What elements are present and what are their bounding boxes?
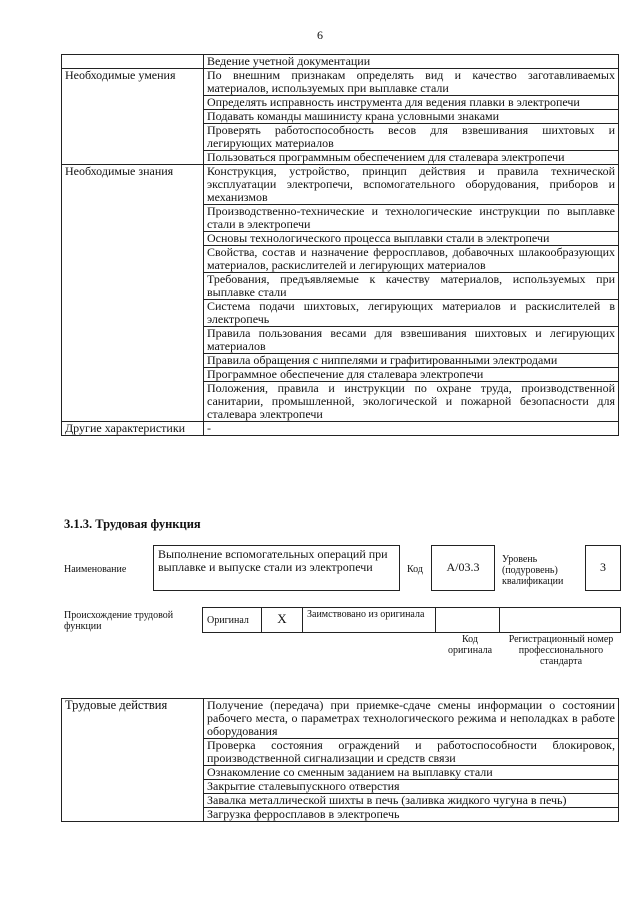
row-item: Подавать команды машинисту крана условными знаками: [204, 110, 619, 124]
level-label: Уровень (подуровень) квалификации: [502, 554, 564, 587]
row-item: По внешним признакам определять вид и качество заготавливаемых материалов, используемых при выплавке стали: [204, 69, 619, 96]
row-item: Конструкция, устройство, принцип действия и правила технической эксплуатации электропечи, вспомогательного оборудования, приборов и механизмов: [204, 165, 619, 205]
original-mark: X: [277, 611, 287, 626]
borrowed-cell: [302, 607, 436, 633]
row-item: Правила пользования весами для взвешивания шихтовых и легирующих материалов: [204, 327, 619, 354]
original-cell: [202, 607, 262, 633]
row-item: Положения, правила и инструкции по охране труда, производственной санитарии, промышленной, экологической и пожарной безопасности для сталевара электропечи: [204, 382, 619, 422]
row-item: Проверка состояния ограждений и работоспособности блокировок, производственной сигнализации и средств связи: [204, 739, 619, 766]
row-item: Свойства, состав и назначение ферросплавов, добавочных шлакообразующих материалов, раскислителей и легирующих материалов: [204, 246, 619, 273]
row-item: Программное обеспечение для сталевара электропечи: [204, 368, 619, 382]
row-item: Правила обращения с ниппелями и графитированными электродами: [204, 354, 619, 368]
code-value: A/03.3: [446, 560, 480, 574]
origin-label: Происхождение трудовой функции: [64, 610, 174, 632]
row-item: Ведение учетной документации: [204, 55, 619, 69]
row-item: -: [204, 422, 619, 436]
reg-caption: Регистрационный номер профессионального стандарта: [508, 634, 614, 667]
borrowed-text: Заимствовано из оригинала: [307, 609, 425, 620]
level-value: 3: [600, 560, 606, 574]
row-label: [62, 55, 204, 69]
section-heading: 3.1.3. Трудовая функция: [64, 517, 201, 531]
row-item: Производственно-технические и технологические инструкции по выплавке стали в электропечи: [204, 205, 619, 232]
original-code-cell: [435, 607, 500, 633]
requirements-table: [61, 54, 619, 436]
row-item: Основы технологического процесса выплавки стали в электропечи: [204, 232, 619, 246]
level-box: [585, 545, 621, 591]
page-number: 6: [317, 28, 323, 42]
row-label: Трудовые действия: [62, 699, 204, 822]
row-label: Необходимые знания: [62, 165, 204, 422]
row-item: Получение (передача) при приемке-сдаче смены информации о состоянии рабочего места, о параметрах технологического режима и неполадках в работе оборудования: [204, 699, 619, 739]
row-item: Требования, предъявляемые к качеству материалов, используемых при выплавке стали: [204, 273, 619, 300]
code-label: Код: [407, 564, 423, 575]
name-label: Наименование: [64, 564, 127, 575]
row-item: Проверять работоспособность весов для взвешивания шихтовых и легирующих материалов: [204, 124, 619, 151]
row-item: Определять исправность инструмента для ведения плавки в электропечи: [204, 96, 619, 110]
row-item: Пользоваться программным обеспечением для сталевара электропечи: [204, 151, 619, 165]
row-item: Ознакомление со сменным заданием на выплавку стали: [204, 766, 619, 780]
table-row: [62, 165, 619, 205]
table-row: [62, 422, 619, 436]
original-text: Оригинал: [207, 615, 249, 626]
function-name-box: [153, 545, 400, 591]
labor-actions-table: [61, 698, 619, 822]
reg-number-cell: [499, 607, 621, 633]
row-item: Система подачи шихтовых, легирующих материалов и раскислителей в электропечь: [204, 300, 619, 327]
mark-cell: [261, 607, 303, 633]
code-caption: Код оригинала: [447, 634, 493, 656]
function-name-value: Выполнение вспомогательных операций при выплавке и выпуске стали из электропечи: [158, 547, 388, 574]
row-label: Необходимые умения: [62, 69, 204, 165]
table-row: [62, 69, 619, 96]
row-item: Закрытие сталевыпускного отверстия: [204, 780, 619, 794]
row-item: Завалка металлической шихты в печь (заливка жидкого чугуна в печь): [204, 794, 619, 808]
row-label: Другие характеристики: [62, 422, 204, 436]
row-item: Загрузка ферросплавов в электропечь: [204, 808, 619, 822]
table-row: [62, 699, 619, 739]
table-row: [62, 55, 619, 69]
code-box: [431, 545, 495, 591]
